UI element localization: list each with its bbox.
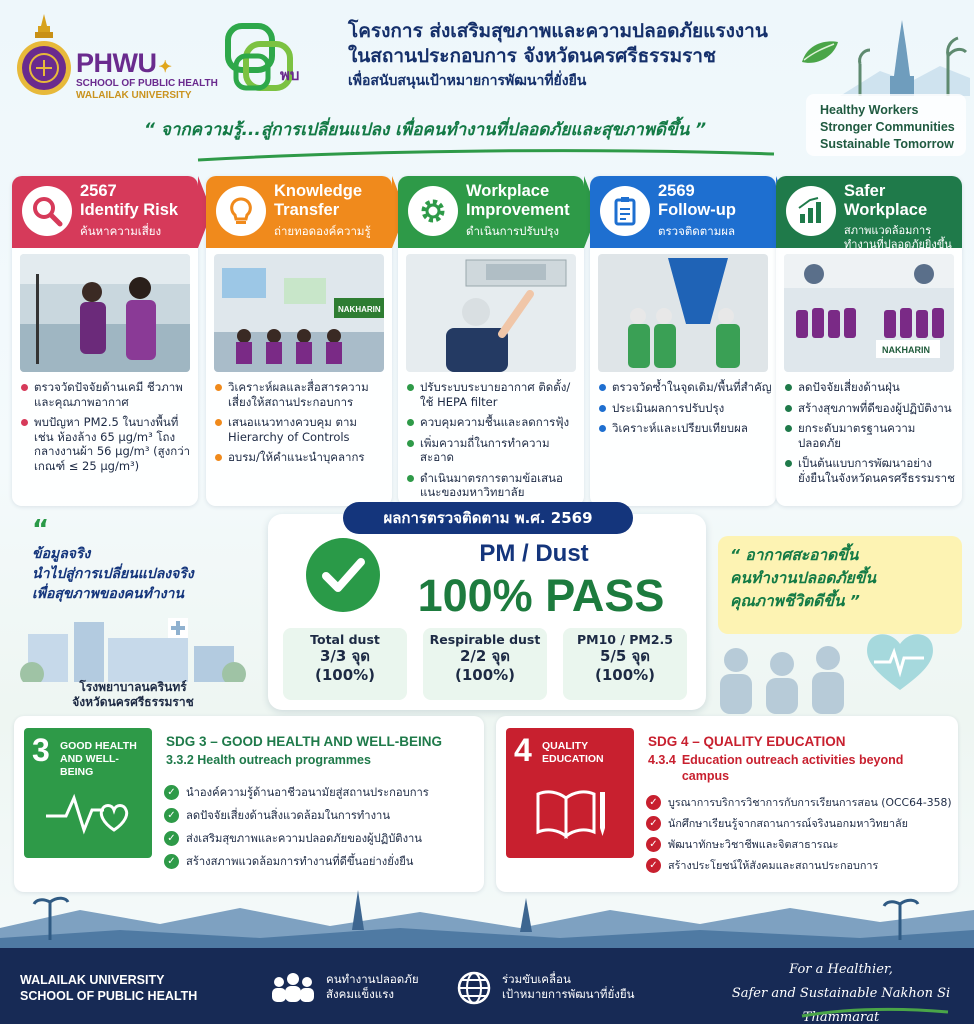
- main-quote: “ จากความรู้...สู่การเปลี่ยนแปลง เพื่อคนทำงานที่ปลอดภัยและสุขภาพดีขึ้น ”: [144, 120, 707, 140]
- step-bullets: [214, 380, 388, 471]
- photo-field-measurement: [20, 254, 190, 372]
- clipboard-icon: [600, 186, 650, 236]
- step-card-safer-workplace: [776, 176, 962, 506]
- sdg3-panel: [14, 716, 484, 892]
- list-item: ✓ นักศึกษาเรียนรู้จากสถานการณ์จริงนอกมหาวิทยาลัย: [646, 817, 956, 831]
- check-icon: ✓: [646, 795, 661, 810]
- magnifier-icon: [22, 186, 72, 236]
- step-card-workplace-improvement: [398, 176, 584, 506]
- university-seal-logo: [16, 12, 72, 102]
- footer-org-name: WALAILAK UNIVERSITY SCHOOL OF PUBLIC HEALTH: [20, 973, 198, 1003]
- metric-respirable-dust: Respirable dust 2/2 จุด (100%): [423, 628, 547, 700]
- list-item: ประเมินผลการปรับปรุง: [598, 401, 772, 416]
- list-item: ✓ พัฒนาทักษะวิชาชีพและจิตสาธารณะ: [646, 838, 956, 852]
- step-subtitle: สภาพแวดล้อมการทำงานที่ปลอดภัยยิ่งขึ้น: [844, 224, 952, 251]
- photo-team-group: [784, 254, 954, 372]
- quote-underline: [196, 148, 776, 162]
- metric-total-dust: Total dust 3/3 จุด (100%): [283, 628, 407, 700]
- people-group-icon: [270, 970, 316, 1004]
- list-item: ตรวจวัดปัจจัยด้านเคมี ชีวภาพ และคุณภาพอากาศ: [20, 380, 194, 409]
- check-icon: ✓: [164, 831, 179, 846]
- heartbeat-icon: [44, 786, 134, 836]
- check-icon: ✓: [164, 785, 179, 800]
- hospital-caption: โรงพยาบาลนครินทร์ จังหวัดนครศรีธรรมราช: [72, 680, 194, 709]
- school-name: SCHOOL OF PUBLIC HEALTH WALAILAK UNIVERSITY: [76, 78, 218, 101]
- list-item: พบปัญหา PM2.5 ในบางพื้นที่ เช่น ห้องล้าง 65 µg/m³ โถงกลางงานผ้า 56 µg/m³ (สูงกว่าเกณฑ์ ≤ 25 µg/m³): [20, 415, 194, 473]
- list-item: ดำเนินมาตรการตามข้อเสนอแนะของมหาวิทยาลัย: [406, 471, 580, 500]
- svg-text:พบ: พบ: [280, 66, 300, 84]
- sdg4-heading: SDG 4 – QUALITY EDUCATION: [648, 734, 846, 749]
- list-item: วิเคราะห์ผลและสื่อสารความเสี่ยงให้สถานประกอบการ: [214, 380, 388, 409]
- page-title-line1: โครงการ ส่งเสริมสุขภาพและความปลอดภัยแรงงาน: [348, 20, 768, 42]
- list-item: ปรับระบบระบายอากาศ ติดตั้ง/ใช้ HEPA filter: [406, 380, 580, 409]
- list-item: เสนอแนวทางควบคุม ตาม Hierarchy of Controls: [214, 415, 388, 444]
- leaf-icon: [800, 38, 840, 66]
- phwu-wordmark: PHWU ✦: [76, 48, 172, 78]
- hospital-building-icon: [18, 612, 248, 682]
- list-item: ✓ ส่งเสริมสุขภาพและความปลอดภัยของผู้ปฏิบัติงาน: [164, 832, 429, 846]
- sdg4-list: [646, 796, 956, 880]
- check-icon: ✓: [646, 816, 661, 831]
- lightbulb-icon: [216, 186, 266, 236]
- result-headline: 100% PASS: [417, 570, 665, 621]
- right-note: “ อากาศสะอาดขึ้น คนทำงานปลอดภัยขึ้น คุณภาพชีวิตดีขึ้น ”: [718, 536, 962, 634]
- step-bullets: [784, 380, 958, 491]
- sdg4-panel: [496, 716, 958, 892]
- partner-logo: [220, 20, 312, 100]
- photo-hepa-installation: [406, 254, 576, 372]
- city-skyline-illustration: [0, 880, 974, 950]
- sdg4-tile: 4 QUALITY EDUCATION: [506, 728, 634, 858]
- tagline-box: Healthy Workers Stronger Communities Sustainable Tomorrow: [806, 94, 966, 156]
- sdg4-subheading: 4.3.4 Education outreach activities beyond campus: [648, 753, 904, 783]
- book-pencil-icon: [534, 786, 608, 842]
- check-circle-icon: [306, 538, 380, 612]
- left-quote: “ ข้อมูลจริง นำไปสู่การเปลี่ยนแปลงจริง เพื่อสุขภาพของคนทำงาน: [32, 515, 194, 602]
- heart-pulse-icon: [862, 628, 938, 694]
- globe-icon: [456, 970, 492, 1006]
- list-item: อบรม/ให้คำแนะนำบุคลากร: [214, 450, 388, 465]
- footer-slogan-2: ร่วมขับเคลื่อน เป้าหมายการพัฒนาที่ยั่งยืน: [502, 972, 635, 1001]
- step-title: 2569 Follow-up: [658, 182, 736, 219]
- sdg3-list: [164, 786, 429, 878]
- step-subtitle: ดำเนินการปรับปรุง: [466, 224, 560, 238]
- sdg3-subheading: 3.3.2 Health outreach programmes: [166, 753, 371, 767]
- page-subtitle: เพื่อสนับสนุนเป้าหมายการพัฒนาที่ยั่งยืน: [348, 73, 587, 89]
- step-card-knowledge-transfer: [206, 176, 392, 506]
- page-title-line2: ในสถานประกอบการ จังหวัดนครศรีธรรมราช: [348, 45, 716, 67]
- sdg3-tile: 3 GOOD HEALTH AND WELL-BEING: [24, 728, 152, 858]
- footer-slogan-1: คนทำงานปลอดภัย สังคมแข็งแรง: [326, 972, 419, 1001]
- step-title: Safer Workplace: [844, 182, 928, 219]
- list-item: ✓ ลดปัจจัยเสี่ยงด้านสิ่งแวดล้อมในการทำงาน: [164, 809, 429, 823]
- sdg3-heading: SDG 3 – GOOD HEALTH AND WELL-BEING: [166, 734, 443, 749]
- temple-skyline-icon: [840, 16, 970, 96]
- gear-icon: [408, 186, 458, 236]
- photo-training-session: [214, 254, 384, 372]
- list-item: ยกระดับมาตรฐานความปลอดภัย: [784, 421, 958, 450]
- check-icon: ✓: [646, 837, 661, 852]
- svg-text:NAKHARIN: NAKHARIN: [338, 305, 381, 314]
- photo-follow-up-measurement: [598, 254, 768, 372]
- check-icon: ✓: [164, 854, 179, 869]
- list-item: วิเคราะห์และเปรียบเทียบผล: [598, 421, 772, 436]
- list-item: ✓ สร้างประโยชน์ให้สังคมและสถานประกอบการ: [646, 859, 956, 873]
- list-item: เป็นต้นแบบการพัฒนาอย่างยั่งยืนในจังหวัดนครศรีธรรมราช: [784, 456, 958, 485]
- list-item: ควบคุมความชื้นและลดการฟุ้ง: [406, 415, 580, 430]
- list-item: ✓ สร้างสภาพแวดล้อมการทำงานที่ดีขึ้นอย่างยั่งยืน: [164, 855, 429, 869]
- metric-pm: PM10 / PM2.5 5/5 จุด (100%): [563, 628, 687, 700]
- motto-underline: [800, 1006, 950, 1018]
- check-icon: ✓: [646, 858, 661, 873]
- footer-motto: For a Healthier, Safer and Sustainable Nakhon Si Thammarat: [731, 962, 951, 1024]
- list-item: เพิ่มความถี่ในการทำความสะอาด: [406, 436, 580, 465]
- step-title: Workplace Improvement: [466, 182, 570, 219]
- step-subtitle: ถ่ายทอดองค์ความรู้: [274, 224, 371, 238]
- step-subtitle: ค้นหาความเสี่ยง: [80, 224, 162, 238]
- list-item: ✓ บูรณาการบริการวิชาการกับการเรียนการสอน (OCC64-358): [646, 796, 956, 810]
- list-item: ตรวจวัดซ้ำในจุดเดิม/พื้นที่สำคัญ: [598, 380, 772, 395]
- step-title: Knowledge Transfer: [274, 182, 363, 219]
- workers-silhouette-icon: [706, 640, 856, 714]
- list-item: ✓ นำองค์ความรู้ด้านอาชีวอนามัยสู่สถานประกอบการ: [164, 786, 429, 800]
- step-subtitle: ตรวจติดตามผล: [658, 224, 736, 238]
- check-icon: ✓: [164, 808, 179, 823]
- step-title: 2567 Identify Risk: [80, 182, 179, 219]
- step-card-follow-up: [590, 176, 776, 506]
- growth-chart-icon: [786, 186, 836, 236]
- list-item: ลดปัจจัยเสี่ยงด้านฝุ่น: [784, 380, 958, 395]
- result-title-pill: ผลการตรวจติดตาม พ.ศ. 2569: [343, 502, 633, 534]
- list-item: สร้างสุขภาพที่ดีของผู้ปฏิบัติงาน: [784, 401, 958, 416]
- step-bullets: [406, 380, 580, 506]
- result-metric-name: PM / Dust: [479, 540, 589, 567]
- step-bullets: [598, 380, 772, 442]
- step-card-identify-risk: [12, 176, 198, 506]
- step-bullets: [20, 380, 194, 479]
- svg-text:NAKHARIN: NAKHARIN: [882, 345, 930, 355]
